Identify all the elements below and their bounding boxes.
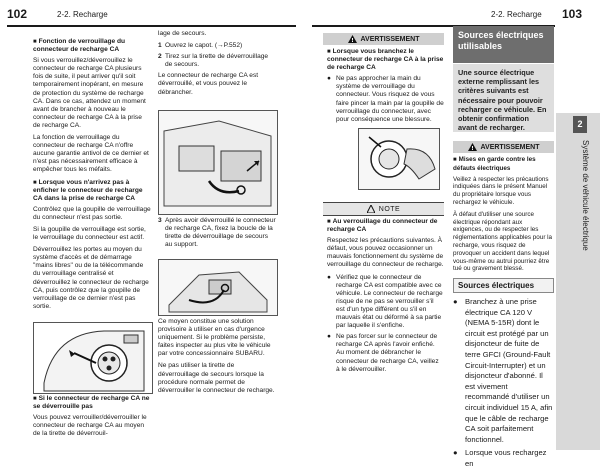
intro-box: Une source électrique externe remplissant les critères suivants est nécessaire pour pouvoir recharger ce véhicule. En obtenir confirmation avant de recharger. [453,64,554,132]
left-section-title: 2-2. Recharge [57,10,108,19]
paragraph: Vous pouvez verrouiller/déverrouiller le connecteur de recharge CA au moyen de la tirette de déverrouil- [33,414,147,438]
paragraph: Contrôlez que la goupille de verrouillage du connecteur n'est pas sortie. [33,205,151,221]
note-heading: ■ Au verrouillage du connecteur de recharge CA [327,218,438,234]
step-2: 2 Tirez sur la tirette de déverrouillage de secours. [158,53,269,69]
paragraph: Respectez les précautions suivantes. À défaut, vous pouvez occasionner un mauvais fonctionnement du système de verrouillage du connecteur de recharge. [327,237,444,269]
note-header: NOTE [323,202,444,216]
right-page-number: 103 [562,7,583,21]
paragraph: Ce moyen constitue une solution provisoire à utiliser en cas d'urgence uniquement. Si le problème persiste, faites inspecter au plus vite le véhicule par votre concessionnaire SUBARU. [158,318,271,358]
paragraph: La fonction de verrouillage du connecteur de recharge CA n'offre aucune garantie antivol de ce dernier et n'est pas nécessairement efficace à empêcher tous les méfaits. [33,134,149,174]
column-1-bottom [33,395,151,442]
paragraph: Le connecteur de recharge CA est déverrouillé, et vous pouvez le débrancher. [158,72,259,96]
paragraph: Si la goupille de verrouillage est sortie, le verrouillage du connecteur est actif. [33,225,146,242]
heading-lock-function: ■ Fonction de verrouillage du connecteur de recharge CA [33,38,126,54]
paragraph: Déverrouillez les portes au moyen du système d'accès et de démarrage "mains libres" ou de la télécommande du verrouillage centralisé et déverrouillez le connecteur de recharge CA, puis contrôlez que la goupille de verrouillage de ce dernier n'est pas sortie. [33,246,149,310]
heading-not-unlocking: ■ Si le connecteur de recharge CA ne se déverrouille pas [33,395,150,411]
figure-connector-pinch [358,128,440,190]
column-4-warning [453,156,554,277]
paragraph: Si vous verrouillez/déverrouillez le connecteur de recharge CA plusieurs fois de suite, il peut arriver qu'il soit temporairement inopérant, en mesure de protection du système de recharge CA. Dans ce cas, attendez un moment avant de brancher à nouveau le connecteur de recharge CA à la prise de recharge CA. [33,57,146,129]
note-box [323,202,444,216]
column-2-middle [158,217,276,252]
column-2-bottom [158,318,276,399]
figure-release-cable [158,110,278,215]
warning-header-2: AVERTISSEMENT [453,141,554,153]
left-header-rule [7,25,296,27]
warning-box [323,33,444,45]
warning-icon [348,35,357,43]
chapter-number: 2 [573,116,587,133]
step-3: 3 Après avoir déverrouillé le connecteur de recharge CA, fixez la boucle de la tirette de déverrouillage de secours au support. [158,217,276,249]
heading-cannot-insert: ■ Lorsque vous n'arrivez pas à enficher le connecteur de recharge CA dans la prise de recharge CA [33,178,143,202]
paragraph: À défaut d'utiliser une source électrique répondant aux exigences, ou de respecter les réglementations applicables pour la recharge, vous risquez de provoquer un accident dans lequel vous-même ou autrui pourriez être tué ou gravement blessé. [453,210,553,273]
column-3-warning [327,48,444,127]
figure-charging-port [33,322,153,394]
bullet-item: ● Lorsque vous rechargez en [453,448,547,468]
column-1 [33,38,151,315]
left-page-number: 102 [7,7,28,21]
column-2 [158,30,276,101]
chapter-title: Système de véhicule électrique [581,140,590,251]
warning-bullet: ● Ne pas approcher la main du système de verrouillage du connecteur. Vous risquez de vous faire pincer la main par la goupille de verrouillage du connecteur, avec pour conséquence une blessure. [327,75,444,123]
warning-heading: ■ Lorsque vous branchez le connecteur de recharge CA à la prise de recharge CA [327,48,444,72]
warning-header: AVERTISSEMENT [323,33,444,45]
right-section-title: 2-2. Recharge [491,10,542,19]
paragraph: lage de secours. [158,30,207,37]
section-title-usable-sources: Sources électriques utilisables [453,26,554,63]
chapter-sidebar [556,113,600,450]
column-3-note [327,218,444,377]
note-bullet: ● Ne pas forcer sur le connecteur de recharge CA après l'avoir enfiché. Au moment de débrancher le connecteur de recharge CA, veillez à le déverrouiller. [327,333,439,373]
section-bar-power-sources: Sources électriques [453,278,554,293]
figure-release-loop-bracket [158,259,278,316]
note-bullet: ● Vérifiez que le connecteur de recharge CA est compatible avec ce véhicule. Le connecteur de recharge risque de ne pas se verrouiller s'il est d'un type différent ou s'il en mauvais état ou déformé à sa partie par laquelle il s'enfiche. [327,273,443,330]
warning-icon [468,143,477,151]
step-1: 1 Ouvrez le capot. (→P.552) [158,42,243,50]
bullet-item: ● Branchez à une prise électrique CA 120 V (NEMA 5-15R) dont le circuit est protégé par un disjoncteur de fuite de terre GFCI (Ground-Fault Circuit-Interrupter) et un disjoncteur d'abonné. Il est vivement recommandé d'utiliser un circuit individuel 15 A, afin que le câble de recharge CA soit parfaitement fonctionnel. [453,297,553,444]
warning-box-2 [453,141,554,153]
note-icon [367,205,375,213]
paragraph: Veillez à respecter les précautions indiquées dans le présent Manuel du propriétaire lorsque vous rechargez le véhicule. [453,175,549,206]
warning-heading-2: ■ Mises en garde contre les défauts électriques [453,156,536,172]
column-4-bullets [453,297,554,473]
paragraph: Ne pas utiliser la tirette de déverrouillage de secours lorsque la procédure normale permet de déverrouiller le connecteur de recharge. [158,362,275,394]
